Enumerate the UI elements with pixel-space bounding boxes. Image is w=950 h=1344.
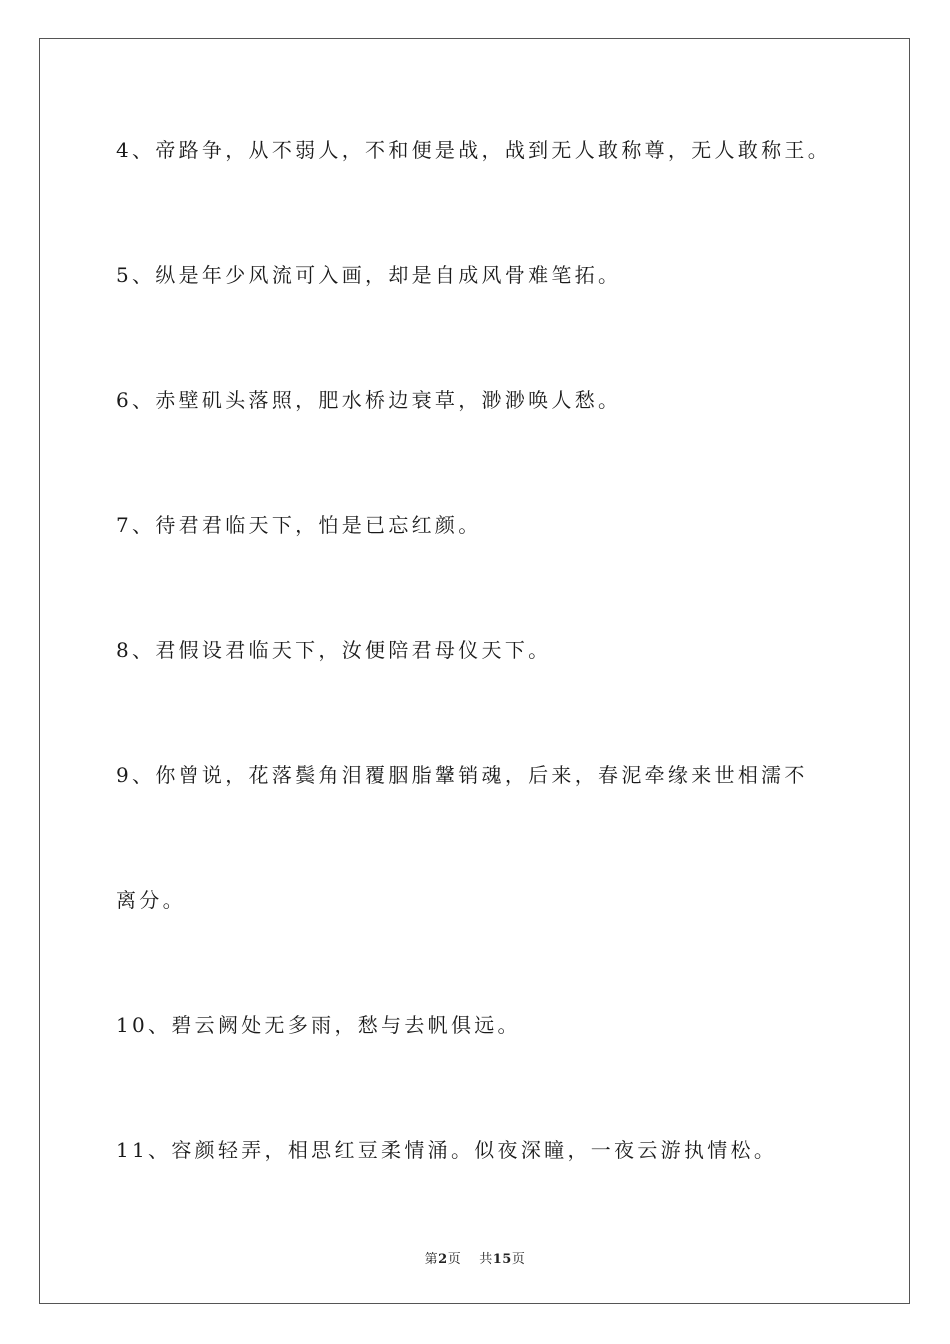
page-prefix: 第 [424, 1252, 439, 1267]
page-footer [0, 1248, 950, 1267]
text-line-6: 6、赤壁矶头落照，肥水桥边衰草，渺渺唤人愁。 [116, 388, 622, 412]
text-line-11: 11、容颜轻弄，相思红豆柔情涌。似夜深瞳，一夜云游执情松。 [116, 1138, 778, 1162]
text-line-5: 5、纵是年少风流可入画，却是自成风骨难笔拓。 [116, 263, 622, 287]
text-line-10: 10、碧云阙处无多雨，愁与去帆俱远。 [116, 1013, 521, 1037]
total-pages: 15 [492, 1252, 512, 1267]
total-suffix: 页 [511, 1252, 526, 1267]
text-line-9: 9、你曾说，花落鬓角泪覆胭脂鞶销魂，后来，春泥牵缘来世相濡不 [116, 763, 808, 787]
text-line-7: 7、待君君临天下，怕是已忘红颜。 [116, 513, 482, 537]
text-line-8: 8、君假设君临天下，汝便陪君母仪天下。 [116, 638, 552, 662]
total-prefix: 共 [479, 1252, 493, 1267]
text-line-9-continued: 离分。 [116, 888, 186, 912]
text-line-4: 4、帝路争，从不弱人，不和便是战，战到无人敢称尊，无人敢称王。 [116, 138, 832, 162]
page-suffix: 页 [447, 1252, 462, 1267]
page-border [39, 38, 910, 1304]
page-number: 2 [438, 1252, 448, 1267]
